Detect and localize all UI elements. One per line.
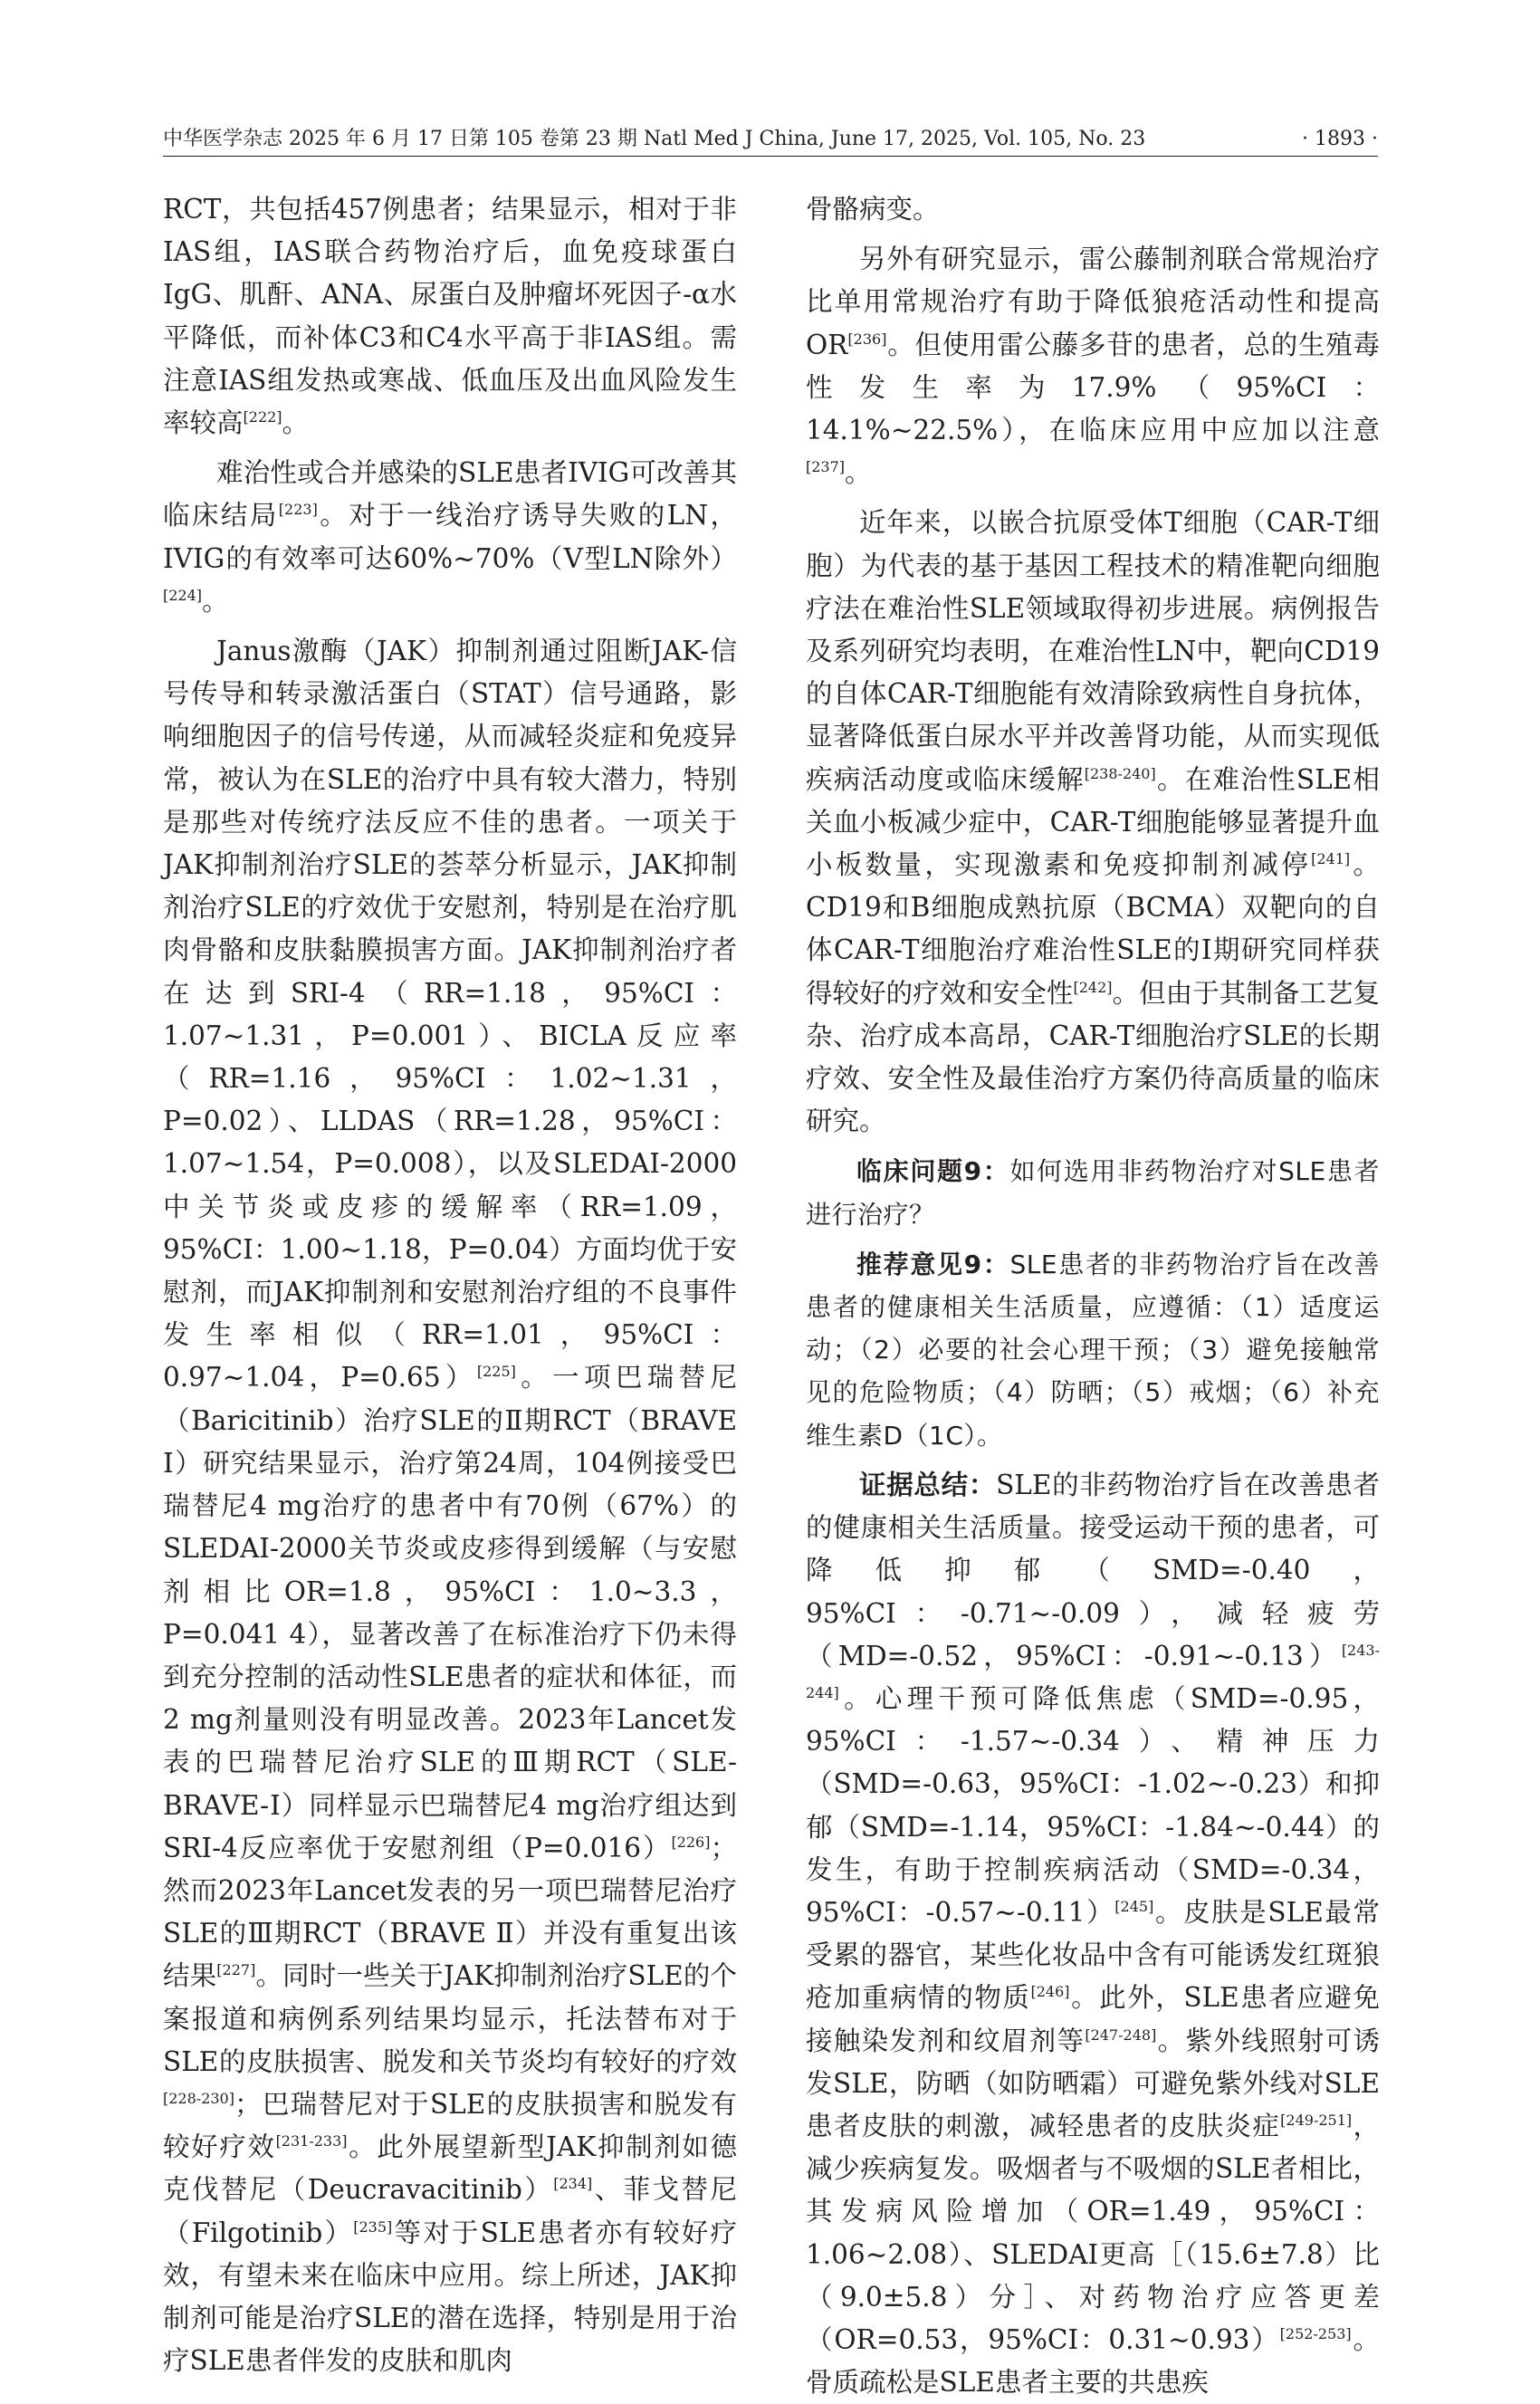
running-header — [163, 123, 1378, 157]
citation[interactable]: [237] — [806, 458, 846, 476]
citation[interactable]: [224] — [163, 586, 203, 604]
page-number: · 1893 · — [1302, 128, 1378, 150]
paragraph-tripterygium: 另外有研究显示，雷公藤制剂联合常规治疗比单用常规治疗有助于降低狼疮活动性和提高OR[236]。但使用雷公藤多苷的患者，总的生殖毒性发生率为17.9%（95%CI：14.1%~22.5%），在临床应用中应加以注意[237]。 — [806, 244, 1380, 489]
recommendation-9: 推荐意见9：SLE患者的非药物治疗旨在改善患者的健康相关生活质量，应遵循：（1）适度运动；（2）必要的社会心理干预；（3）避免接触常见的危险物质；（4）防晒；（5）戒烟；（6）补充维生素D（1C）。 — [806, 1249, 1380, 1451]
citation[interactable]: [225] — [476, 1363, 516, 1381]
right-column — [806, 188, 1380, 2404]
citation[interactable]: [249-251] — [1280, 2111, 1353, 2129]
citation[interactable]: [243-244] — [806, 1641, 1380, 1701]
citation[interactable]: [231-233] — [275, 2132, 348, 2150]
citation[interactable]: [242] — [1073, 978, 1113, 996]
clinical-question-9: 临床问题9：如何选用非药物治疗对SLE患者进行治疗？ — [806, 1156, 1380, 1230]
paragraph-ias: RCT，共包括457例患者；结果显示，相对于非IAS组，IAS联合药物治疗后，血免疫球蛋白IgG、肌酐、ANA、尿蛋白及肿瘤坏死因子-α水平降低，而补体C3和C4水平高于非IAS组。需注意IAS组发热或寒战、低血压及出血风险发生率较高[222]。 — [163, 194, 737, 439]
citation[interactable]: [226] — [671, 1833, 711, 1851]
citation[interactable]: [246] — [1030, 1983, 1070, 2001]
citation[interactable]: [234] — [553, 2175, 593, 2193]
citation[interactable]: [252-253] — [1279, 2324, 1352, 2342]
paragraph-car-t: 近年来，以嵌合抗原受体T细胞（CAR-T细胞）为代表的基于基因工程技术的精准靶向细胞疗法在难治性SLE领域取得初步进展。病例报告及系列研究均表明，在难治性LN中，靶向CD19的自体CAR-T细胞能有效清除致病性自身抗体，显著降低蛋白尿水平并改善肾功能，从而实现低疾病活动度或临床缓解[238-240]。在难治性SLE相关血小板减少症中，CAR-T细胞能够显著提升血小板数量，实现激素和免疫抑制剂减停[241]。CD19和B细胞成熟抗原（BCMA）双靶向的自体CAR-T细胞治疗难治性SLE的Ⅰ期研究同样获得较好的疗效和安全性[242]。但由于其制备工艺复杂、治疗成本高昂，CAR-T细胞治疗SLE的长期疗效、安全性及最佳治疗方案仍待高质量的临床研究。 — [806, 507, 1380, 1137]
citation[interactable]: [241] — [1311, 850, 1351, 868]
citation[interactable]: [238-240] — [1084, 764, 1156, 782]
question-label: 临床问题9： — [856, 1156, 1010, 1187]
paragraph-continued: 骨骼病变。 — [806, 194, 940, 225]
citation[interactable]: [228-230] — [163, 2089, 234, 2107]
left-column — [163, 188, 737, 2382]
citation[interactable]: [247-248] — [1085, 2026, 1157, 2044]
citation[interactable]: [222] — [243, 408, 282, 426]
citation[interactable]: [223] — [278, 501, 318, 519]
citation[interactable]: [236] — [847, 330, 887, 348]
evidence-summary: 证据总结：SLE的非药物治疗旨在改善患者的健康相关生活质量。接受运动干预的患者，可降低抑郁（SMD=-0.40，95%CI：-0.71~-0.09），减轻疲劳（MD=-0.52，95%CI：-0.91~-0.13）[243-244]。心理干预可降低焦虑（SMD=-0.95，95%CI：-1.57~-0.34）、精神压力（SMD=-0.63，95%CI：-1.02~-0.23）和抑郁（SMD=-1.14，95%CI：-1.84~-0.44）的发生，有助于控制疾病活动（SMD=-0.34，95%CI：-0.57~-0.11）[245]。皮肤是SLE最常受累的器官，某些化妆品中含有可能诱发红斑狼疮加重病情的物质[246]。此外，SLE患者应避免接触染发剂和纹眉剂等[247-248]。紫外线照射可诱发SLE，防晒（如防晒霜）可避免紫外线对SLE患者皮肤的刺激，减轻患者的皮肤炎症[249-251]，减少疾病复发。吸烟者与不吸烟的SLE者相比，其发病风险增加（OR=1.49，95%CI：1.06~2.08）、SLEDAI更高［（15.6±7.8）比（9.0±5.8）分］、对药物治疗应答更差（OR=0.53，95%CI：0.31~0.93）[252-253]。骨质疏松是SLE患者主要的共患疾 — [806, 1469, 1380, 2399]
evidence-label: 证据总结： — [859, 1469, 997, 1500]
citation[interactable]: [235] — [353, 2217, 393, 2236]
paragraph-ivig: 难治性或合并感染的SLE患者IVIG可改善其临床结局[223]。对于一线治疗诱导失败的LN，IVIG的有效率可达60%~70%（Ⅴ型LN除外）[224]。 — [163, 457, 737, 617]
paragraph-jak: Janus激酶（JAK）抑制剂通过阻断JAK-信号传导和转录激活蛋白（STAT）信号通路，影响细胞因子的信号传递，从而减轻炎症和免疫异常，被认为在SLE的治疗中具有较大潜力，特别是那些对传统疗法反应不佳的患者。一项关于JAK抑制剂治疗SLE的荟萃分析显示，JAK抑制剂治疗SLE的疗效优于安慰剂，特别是在治疗肌肉骨骼和皮肤黏膜损害方面。JAK抑制剂治疗者在达到SRI-4（RR=1.18，95%CI：1.07~1.31，P=0.001）、BICLA反应率（RR=1.16，95%CI：1.02~1.31，P=0.02）、LLDAS（RR=1.28，95%CI：1.07~1.54，P=0.008），以及SLEDAI-2000中关节炎或皮疹的缓解率（RR=1.09，95%CI：1.00~1.18，P=0.04）方面均优于安慰剂，而JAK抑制剂和安慰剂治疗组的不良事件发生率相似（RR=1.01，95%CI：0.97~1.04，P=0.65）[225]。一项巴瑞替尼（Baricitinib）治疗SLE的Ⅱ期RCT（BRAVE Ⅰ）研究结果显示，治疗第24周，104例接受巴瑞替尼4 mg治疗的患者中有70例（67%）的SLEDAI-2000关节炎或皮疹得到缓解（与安慰剂相比OR=1.8，95%CI：1.0~3.3，P=0.041 4），显著改善了在标准治疗下仍未得到充分控制的活动性SLE患者的症状和体征，而2 mg剂量则没有明显改善。2023年Lancet发表的巴瑞替尼治疗SLE的Ⅲ期RCT（SLE-BRAVE-Ⅰ）同样显示巴瑞替尼4 mg治疗组达到SRI-4反应率优于安慰剂组（P=0.016）[226]；然而2023年Lancet发表的另一项巴瑞替尼治疗SLE的Ⅲ期RCT（BRAVE Ⅱ）并没有重复出该结果[227]。同时一些关于JAK抑制剂治疗SLE的个案报道和病例系列结果均显示，托法替布对于SLE的皮肤损害、脱发和关节炎均有较好的疗效[228-230]；巴瑞替尼对于SLE的皮肤损害和脱发有较好疗效[231-233]。此外展望新型JAK抑制剂如德克伐替尼（Deucravacitinib）[234]、菲戈替尼（Filgotinib）[235]等对于SLE患者亦有较好疗效，有望未来在临床中应用。综上所述，JAK抑制剂可能是治疗SLE的潜在选择，特别是用于治疗SLE患者伴发的皮肤和肌肉 — [163, 636, 737, 2377]
journal-info: 中华医学杂志 2025 年 6 月 17 日第 105 卷第 23 期 Natl Med J China, June 17, 2025, Vol. 105, No. 23 — [163, 128, 1146, 150]
citation[interactable]: [245] — [1114, 1897, 1154, 1915]
recommendation-label: 推荐意见9： — [856, 1249, 1010, 1279]
citation[interactable]: [227] — [216, 1961, 256, 1979]
